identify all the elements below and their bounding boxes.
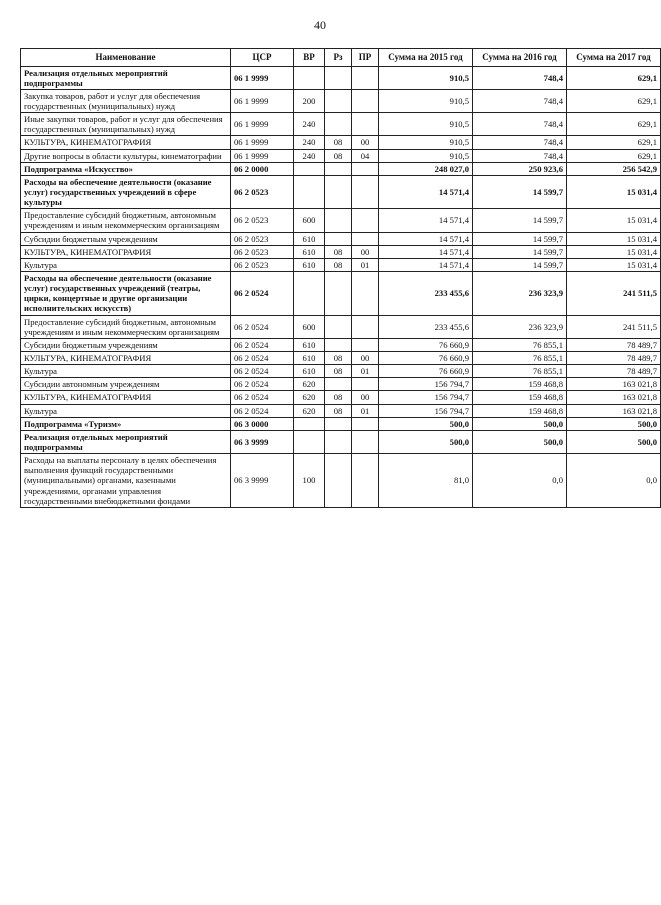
cell-rz bbox=[325, 272, 352, 316]
cell-sum-2015: 81,0 bbox=[379, 454, 473, 508]
cell-sum-2016: 0,0 bbox=[473, 454, 567, 508]
cell-name: Культура bbox=[21, 258, 231, 271]
table-row bbox=[21, 378, 661, 391]
table-row bbox=[21, 272, 661, 316]
cell-csr: 06 3 9999 bbox=[231, 430, 294, 453]
cell-pr: 04 bbox=[352, 149, 379, 162]
cell-sum-2016: 14 599,7 bbox=[473, 175, 567, 208]
cell-sum-2016: 748,4 bbox=[473, 66, 567, 89]
cell-sum-2017: 78 489,7 bbox=[567, 351, 661, 364]
cell-pr bbox=[352, 209, 379, 232]
cell-name: Расходы на выплаты персоналу в целях обеспечения выполнения функций государственными (муниципальными) органами, казенными учреждениями, органами управления государственными внебюджетными фондами bbox=[21, 454, 231, 508]
cell-csr: 06 2 0524 bbox=[231, 391, 294, 404]
cell-vr bbox=[294, 272, 325, 316]
table-row bbox=[21, 136, 661, 149]
cell-sum-2015: 500,0 bbox=[379, 430, 473, 453]
cell-vr: 200 bbox=[294, 89, 325, 112]
cell-sum-2017: 15 031,4 bbox=[567, 209, 661, 232]
cell-name: КУЛЬТУРА, КИНЕМАТОГРАФИЯ bbox=[21, 136, 231, 149]
table-row bbox=[21, 417, 661, 430]
cell-rz: 08 bbox=[325, 136, 352, 149]
cell-sum-2017: 0,0 bbox=[567, 454, 661, 508]
table-row bbox=[21, 258, 661, 271]
cell-sum-2017: 15 031,4 bbox=[567, 175, 661, 208]
cell-pr bbox=[352, 417, 379, 430]
header-sum-2015: Сумма на 2015 год bbox=[379, 49, 473, 67]
cell-vr bbox=[294, 162, 325, 175]
header-rz: Рз bbox=[325, 49, 352, 67]
cell-csr: 06 2 0000 bbox=[231, 162, 294, 175]
cell-name: Предоставление субсидий бюджетным, автономным учреждениям и иным некоммерческим организациям bbox=[21, 315, 231, 338]
cell-pr: 00 bbox=[352, 391, 379, 404]
cell-rz bbox=[325, 315, 352, 338]
table-row bbox=[21, 351, 661, 364]
cell-pr bbox=[352, 430, 379, 453]
cell-rz bbox=[325, 66, 352, 89]
cell-sum-2016: 76 855,1 bbox=[473, 365, 567, 378]
cell-sum-2017: 163 021,8 bbox=[567, 404, 661, 417]
cell-vr: 600 bbox=[294, 209, 325, 232]
cell-csr: 06 2 0523 bbox=[231, 258, 294, 271]
cell-sum-2017: 241 511,5 bbox=[567, 315, 661, 338]
cell-rz: 08 bbox=[325, 149, 352, 162]
cell-rz bbox=[325, 175, 352, 208]
cell-sum-2015: 14 571,4 bbox=[379, 245, 473, 258]
cell-sum-2017: 163 021,8 bbox=[567, 391, 661, 404]
cell-sum-2016: 76 855,1 bbox=[473, 338, 567, 351]
cell-name: КУЛЬТУРА, КИНЕМАТОГРАФИЯ bbox=[21, 351, 231, 364]
header-sum-2017: Сумма на 2017 год bbox=[567, 49, 661, 67]
cell-sum-2015: 14 571,4 bbox=[379, 232, 473, 245]
cell-csr: 06 1 9999 bbox=[231, 149, 294, 162]
table-row bbox=[21, 454, 661, 508]
cell-name: Расходы на обеспечение деятельности (оказание услуг) государственных учреждений (театры, цирки, концертные и другие организации исполнительских искусств) bbox=[21, 272, 231, 316]
cell-name: КУЛЬТУРА, КИНЕМАТОГРАФИЯ bbox=[21, 391, 231, 404]
cell-rz bbox=[325, 338, 352, 351]
cell-csr: 06 2 0524 bbox=[231, 378, 294, 391]
cell-vr: 620 bbox=[294, 378, 325, 391]
cell-sum-2015: 500,0 bbox=[379, 417, 473, 430]
cell-sum-2016: 14 599,7 bbox=[473, 232, 567, 245]
cell-sum-2017: 256 542,9 bbox=[567, 162, 661, 175]
table-row bbox=[21, 89, 661, 112]
cell-csr: 06 2 0524 bbox=[231, 351, 294, 364]
cell-sum-2016: 500,0 bbox=[473, 430, 567, 453]
cell-csr: 06 3 9999 bbox=[231, 454, 294, 508]
cell-sum-2017: 500,0 bbox=[567, 417, 661, 430]
cell-name: КУЛЬТУРА, КИНЕМАТОГРАФИЯ bbox=[21, 245, 231, 258]
cell-sum-2015: 14 571,4 bbox=[379, 209, 473, 232]
cell-vr: 610 bbox=[294, 245, 325, 258]
table-body bbox=[21, 66, 661, 507]
cell-name: Другие вопросы в области культуры, кинематографии bbox=[21, 149, 231, 162]
cell-sum-2016: 14 599,7 bbox=[473, 209, 567, 232]
cell-name: Подпрограмма «Туризм» bbox=[21, 417, 231, 430]
cell-sum-2016: 159 468,8 bbox=[473, 378, 567, 391]
cell-vr: 240 bbox=[294, 113, 325, 136]
cell-rz: 08 bbox=[325, 391, 352, 404]
cell-sum-2016: 250 923,6 bbox=[473, 162, 567, 175]
cell-rz bbox=[325, 454, 352, 508]
cell-sum-2015: 910,5 bbox=[379, 136, 473, 149]
cell-vr: 100 bbox=[294, 454, 325, 508]
cell-vr: 610 bbox=[294, 232, 325, 245]
header-name: Наименование bbox=[21, 49, 231, 67]
cell-rz bbox=[325, 209, 352, 232]
cell-csr: 06 3 0000 bbox=[231, 417, 294, 430]
cell-sum-2017: 629,1 bbox=[567, 136, 661, 149]
cell-sum-2016: 500,0 bbox=[473, 417, 567, 430]
cell-name: Культура bbox=[21, 365, 231, 378]
cell-name: Подпрограмма «Искусство» bbox=[21, 162, 231, 175]
cell-csr: 06 2 0524 bbox=[231, 272, 294, 316]
cell-vr: 610 bbox=[294, 258, 325, 271]
cell-sum-2016: 76 855,1 bbox=[473, 351, 567, 364]
cell-sum-2015: 76 660,9 bbox=[379, 365, 473, 378]
cell-pr bbox=[352, 272, 379, 316]
cell-name: Реализация отдельных мероприятий подпрограммы bbox=[21, 66, 231, 89]
cell-pr bbox=[352, 378, 379, 391]
cell-vr: 620 bbox=[294, 404, 325, 417]
cell-sum-2015: 76 660,9 bbox=[379, 351, 473, 364]
cell-sum-2017: 629,1 bbox=[567, 66, 661, 89]
cell-sum-2017: 15 031,4 bbox=[567, 245, 661, 258]
cell-sum-2016: 748,4 bbox=[473, 149, 567, 162]
cell-name: Иные закупки товаров, работ и услуг для обеспечения государственных (муниципальных) нужд bbox=[21, 113, 231, 136]
cell-sum-2016: 748,4 bbox=[473, 136, 567, 149]
cell-rz: 08 bbox=[325, 258, 352, 271]
table-row bbox=[21, 232, 661, 245]
cell-rz: 08 bbox=[325, 404, 352, 417]
cell-vr bbox=[294, 430, 325, 453]
cell-csr: 06 2 0523 bbox=[231, 175, 294, 208]
cell-name: Субсидии автономным учреждениям bbox=[21, 378, 231, 391]
table-row bbox=[21, 66, 661, 89]
header-sum-2016: Сумма на 2016 год bbox=[473, 49, 567, 67]
cell-name: Реализация отдельных мероприятий подпрограммы bbox=[21, 430, 231, 453]
table-header-row bbox=[21, 49, 661, 67]
cell-sum-2015: 233 455,6 bbox=[379, 272, 473, 316]
cell-csr: 06 2 0524 bbox=[231, 365, 294, 378]
cell-sum-2017: 163 021,8 bbox=[567, 378, 661, 391]
cell-sum-2017: 500,0 bbox=[567, 430, 661, 453]
cell-pr bbox=[352, 315, 379, 338]
cell-vr bbox=[294, 417, 325, 430]
cell-sum-2017: 629,1 bbox=[567, 89, 661, 112]
budget-table bbox=[20, 48, 661, 508]
cell-csr: 06 1 9999 bbox=[231, 136, 294, 149]
cell-pr: 00 bbox=[352, 136, 379, 149]
cell-sum-2017: 629,1 bbox=[567, 113, 661, 136]
cell-rz bbox=[325, 417, 352, 430]
cell-pr bbox=[352, 232, 379, 245]
cell-name: Субсидии бюджетным учреждениям bbox=[21, 232, 231, 245]
table-row bbox=[21, 245, 661, 258]
cell-sum-2016: 159 468,8 bbox=[473, 404, 567, 417]
cell-vr bbox=[294, 175, 325, 208]
cell-sum-2015: 910,5 bbox=[379, 149, 473, 162]
cell-vr: 620 bbox=[294, 391, 325, 404]
table-row bbox=[21, 365, 661, 378]
cell-vr: 240 bbox=[294, 136, 325, 149]
cell-sum-2016: 14 599,7 bbox=[473, 258, 567, 271]
table-row bbox=[21, 113, 661, 136]
cell-rz bbox=[325, 162, 352, 175]
cell-pr: 01 bbox=[352, 404, 379, 417]
table-row bbox=[21, 430, 661, 453]
cell-sum-2017: 15 031,4 bbox=[567, 232, 661, 245]
cell-sum-2015: 910,5 bbox=[379, 66, 473, 89]
cell-sum-2016: 159 468,8 bbox=[473, 391, 567, 404]
cell-csr: 06 2 0524 bbox=[231, 404, 294, 417]
cell-sum-2015: 156 794,7 bbox=[379, 404, 473, 417]
cell-vr: 240 bbox=[294, 149, 325, 162]
table-row bbox=[21, 391, 661, 404]
cell-sum-2015: 248 027,0 bbox=[379, 162, 473, 175]
cell-sum-2017: 78 489,7 bbox=[567, 365, 661, 378]
table-row bbox=[21, 209, 661, 232]
table-row bbox=[21, 315, 661, 338]
cell-sum-2015: 910,5 bbox=[379, 89, 473, 112]
cell-csr: 06 2 0524 bbox=[231, 315, 294, 338]
cell-sum-2015: 14 571,4 bbox=[379, 258, 473, 271]
header-vr: ВР bbox=[294, 49, 325, 67]
cell-sum-2015: 76 660,9 bbox=[379, 338, 473, 351]
cell-rz: 08 bbox=[325, 245, 352, 258]
cell-csr: 06 1 9999 bbox=[231, 113, 294, 136]
cell-rz bbox=[325, 430, 352, 453]
table-row bbox=[21, 404, 661, 417]
cell-rz bbox=[325, 89, 352, 112]
cell-pr: 00 bbox=[352, 351, 379, 364]
cell-pr: 01 bbox=[352, 365, 379, 378]
cell-name: Закупка товаров, работ и услуг для обеспечения государственных (муниципальных) нужд bbox=[21, 89, 231, 112]
header-pr: ПР bbox=[352, 49, 379, 67]
cell-sum-2015: 233 455,6 bbox=[379, 315, 473, 338]
cell-name: Субсидии бюджетным учреждениям bbox=[21, 338, 231, 351]
cell-vr: 600 bbox=[294, 315, 325, 338]
cell-sum-2017: 78 489,7 bbox=[567, 338, 661, 351]
cell-sum-2016: 14 599,7 bbox=[473, 245, 567, 258]
cell-pr bbox=[352, 89, 379, 112]
cell-pr bbox=[352, 66, 379, 89]
table-row bbox=[21, 149, 661, 162]
table-row bbox=[21, 175, 661, 208]
cell-vr: 610 bbox=[294, 338, 325, 351]
table-row bbox=[21, 162, 661, 175]
cell-sum-2015: 156 794,7 bbox=[379, 391, 473, 404]
cell-pr: 00 bbox=[352, 245, 379, 258]
cell-rz bbox=[325, 378, 352, 391]
cell-csr: 06 2 0524 bbox=[231, 338, 294, 351]
cell-sum-2015: 14 571,4 bbox=[379, 175, 473, 208]
cell-csr: 06 2 0523 bbox=[231, 209, 294, 232]
cell-vr bbox=[294, 66, 325, 89]
cell-rz: 08 bbox=[325, 351, 352, 364]
cell-vr: 610 bbox=[294, 365, 325, 378]
page-number: 40 bbox=[314, 18, 326, 32]
cell-rz bbox=[325, 113, 352, 136]
cell-csr: 06 2 0523 bbox=[231, 232, 294, 245]
cell-csr: 06 1 9999 bbox=[231, 66, 294, 89]
cell-vr: 610 bbox=[294, 351, 325, 364]
cell-sum-2016: 748,4 bbox=[473, 89, 567, 112]
cell-csr: 06 2 0523 bbox=[231, 245, 294, 258]
cell-sum-2017: 241 511,5 bbox=[567, 272, 661, 316]
cell-csr: 06 1 9999 bbox=[231, 89, 294, 112]
cell-name: Расходы на обеспечение деятельности (оказание услуг) государственных учреждений в сфере культуры bbox=[21, 175, 231, 208]
cell-pr bbox=[352, 338, 379, 351]
header-csr: ЦСР bbox=[231, 49, 294, 67]
cell-name: Культура bbox=[21, 404, 231, 417]
cell-sum-2015: 156 794,7 bbox=[379, 378, 473, 391]
cell-pr bbox=[352, 454, 379, 508]
cell-pr: 01 bbox=[352, 258, 379, 271]
cell-rz: 08 bbox=[325, 365, 352, 378]
cell-sum-2015: 910,5 bbox=[379, 113, 473, 136]
cell-sum-2016: 236 323,9 bbox=[473, 272, 567, 316]
cell-rz bbox=[325, 232, 352, 245]
cell-pr bbox=[352, 113, 379, 136]
cell-sum-2017: 15 031,4 bbox=[567, 258, 661, 271]
cell-pr bbox=[352, 175, 379, 208]
cell-sum-2016: 236 323,9 bbox=[473, 315, 567, 338]
cell-sum-2017: 629,1 bbox=[567, 149, 661, 162]
table-row bbox=[21, 338, 661, 351]
cell-name: Предоставление субсидий бюджетным, автономным учреждениям и иным некоммерческим организациям bbox=[21, 209, 231, 232]
cell-pr bbox=[352, 162, 379, 175]
cell-sum-2016: 748,4 bbox=[473, 113, 567, 136]
